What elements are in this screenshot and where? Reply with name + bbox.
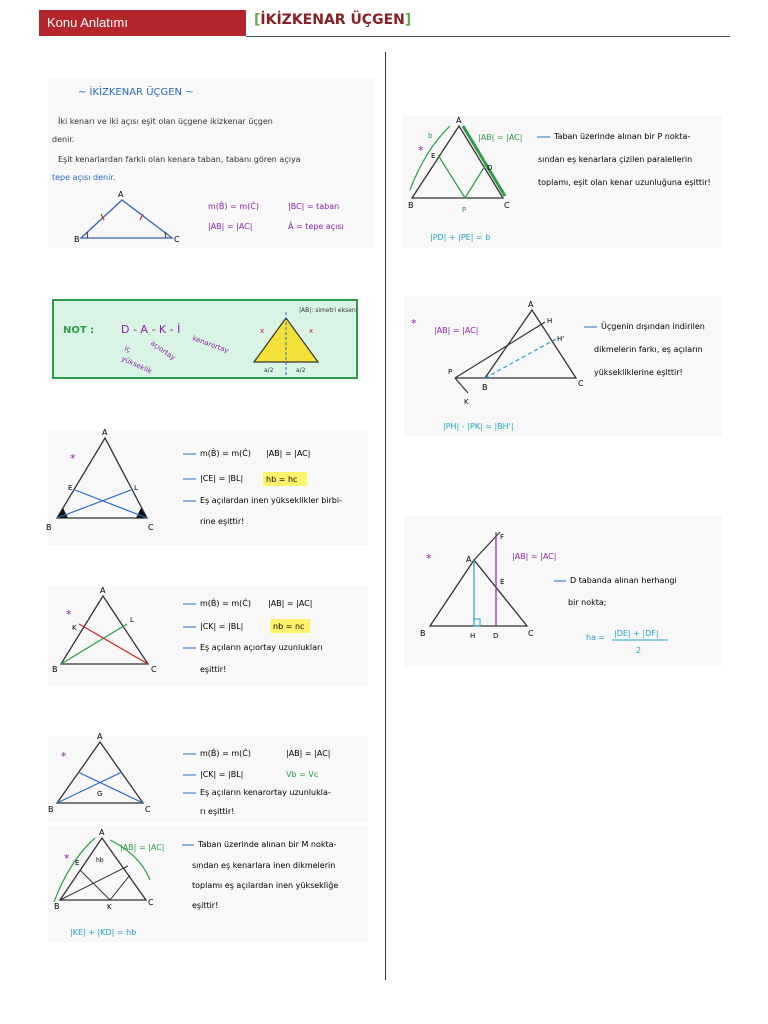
point-d-formula-num: |DE| + |DF| xyxy=(614,629,659,638)
label-hb: hb xyxy=(96,857,104,864)
heights-f1: m(B̂) = m(Ĉ) xyxy=(200,449,251,458)
vertex-label-e: E xyxy=(500,578,505,586)
vertex-label-k: K xyxy=(464,398,469,406)
note-half-left: a/2 xyxy=(264,367,274,374)
vertex-label-a: A xyxy=(528,300,534,309)
vertex-label-b: B xyxy=(482,383,488,392)
note-word-yukseklik: yükseklik xyxy=(120,354,154,376)
note-word-ic: iç xyxy=(123,344,132,354)
vertex-label-h-prime: H' xyxy=(557,335,565,343)
vertex-label-a: A xyxy=(118,190,124,199)
title-bracket-close: ] xyxy=(404,12,412,28)
note-half-right: a/2 xyxy=(296,367,306,374)
vertex-label-l: L xyxy=(130,616,134,624)
outside-formula: |PH| - |PK| = |BH'| xyxy=(443,422,514,431)
label-b-side: b xyxy=(428,132,433,140)
note-word-aciortay: açıortay xyxy=(148,339,177,362)
vertex-label-b: B xyxy=(54,902,60,911)
vertex-label-c: C xyxy=(148,898,154,907)
medians-text2: rı eşittir! xyxy=(200,807,235,816)
point-p-text2: sından eş kenarlara çizilen paralellerin xyxy=(538,155,693,164)
vertex-label-h: H xyxy=(470,632,476,640)
star-mark: * xyxy=(64,852,70,865)
vertex-label-l: L xyxy=(134,484,138,492)
bisectors-f3: |CK| = |BL| xyxy=(200,622,244,631)
vertex-label-k: K xyxy=(72,624,77,632)
vertex-label-c: C xyxy=(504,201,510,210)
vertex-label-b: B xyxy=(420,629,426,638)
medians-f3: |CK| = |BL| xyxy=(200,770,244,779)
heights-text1: Eş açılardan inen yükseklikler birbi- xyxy=(200,496,342,505)
point-d-f1: |AB| = |AC| xyxy=(512,552,557,561)
bisectors-f4: nb = nc xyxy=(273,622,305,631)
vertex-label-e: E xyxy=(68,484,73,492)
outside-text1: Üçgenin dışından indirilen xyxy=(601,322,705,331)
outside-text3: yüksekliklerine eşittir! xyxy=(594,368,683,377)
vertex-label-a: A xyxy=(100,586,106,595)
vertex-label-c: C xyxy=(174,235,180,244)
note-word-kenarortay: kenarortay xyxy=(191,334,230,355)
point-m-text1: Taban üzerinde alınan bir M nokta- xyxy=(198,840,337,849)
page-title-text: İKİZKENAR ÜÇGEN xyxy=(260,12,405,28)
medians-f2: |AB| = |AC| xyxy=(286,749,331,758)
vertex-label-b: B xyxy=(408,201,414,210)
vertex-label-g: G xyxy=(97,790,103,798)
right-angle xyxy=(474,619,480,626)
point-m-f1: |AB| = |AC| xyxy=(120,843,165,852)
vertex-label-c: C xyxy=(151,665,157,674)
intro-line1: İki kenarı ve iki açısı eşit olan üçgene ikizkenar üçgen xyxy=(58,117,273,126)
vertex-label-b: B xyxy=(48,805,54,814)
point-d-text1: D tabanda alınan herhangi xyxy=(570,576,677,585)
point-p-f1: |AB| = |AC| xyxy=(478,133,523,142)
vertex-label-k: K xyxy=(107,903,112,911)
point-d-formula-lhs: ha = xyxy=(586,633,606,642)
point-d-triangle xyxy=(430,560,527,626)
vertex-label-d: D xyxy=(487,164,493,172)
medians-text1: Eş açıların kenarortay uzunlukla- xyxy=(200,788,331,797)
vertex-label-d: D xyxy=(493,632,499,640)
point-m-text3: toplamı eş açılardan inen yüksekliğe xyxy=(192,881,339,890)
vertex-label-c: C xyxy=(148,523,154,532)
intro-fact2: |BC| = taban xyxy=(288,202,340,211)
note-x-right: x xyxy=(309,327,314,335)
intro-line2: denir. xyxy=(52,135,75,144)
vertex-label-a: A xyxy=(456,116,462,125)
intro-line4: tepe açısı denir. xyxy=(52,173,116,182)
vertex-label-b: B xyxy=(74,235,80,244)
note-daki: D - A - K - İ xyxy=(121,323,181,336)
vertex-label-c: C xyxy=(578,379,584,388)
point-m-text4: eşittir! xyxy=(192,901,219,910)
vertex-label-a: A xyxy=(102,428,108,437)
point-p-text3: toplamı, eşit olan kenar uzunluğuna eşittir! xyxy=(538,178,711,187)
heights-f2: |AB| = |AC| xyxy=(266,449,311,458)
vertex-label-a: A xyxy=(466,555,472,564)
vertex-label-a: A xyxy=(97,732,103,741)
medians-f4: Vb = Vc xyxy=(286,770,319,779)
vertex-label-e: E xyxy=(75,859,80,867)
vertex-label-p: P xyxy=(462,206,467,214)
vertex-label-b: B xyxy=(52,665,58,674)
point-p-formula: |PD| + |PE| = b xyxy=(430,233,491,242)
intro-fact1: m(B̂) = m(Ĉ) xyxy=(208,202,259,211)
title-bracket-open: [ xyxy=(254,12,261,28)
star-mark: * xyxy=(418,144,424,157)
note-x-left: x xyxy=(260,327,265,335)
heights-text2: rine eşittir! xyxy=(200,517,245,526)
star-mark: * xyxy=(66,608,72,621)
point-d-formula-den: 2 xyxy=(636,646,642,655)
heights-f4: hb = hc xyxy=(266,475,298,484)
vertex-label-a: A xyxy=(99,828,105,837)
vertex-label-f: F xyxy=(500,533,505,541)
vertex-label-c: C xyxy=(528,629,534,638)
outside-text2: dikmelerin farkı, eş açıların xyxy=(594,345,703,354)
intro-heading: ~ İKİZKENAR ÜÇGEN ~ xyxy=(78,87,194,98)
heights-f3: |CE| = |BL| xyxy=(200,474,244,483)
vertex-label-h: H xyxy=(547,317,553,325)
note-label: NOT : xyxy=(63,325,95,336)
outside-f1: |AB| = |AC| xyxy=(434,326,479,335)
bisectors-f2: |AB| = |AC| xyxy=(268,599,313,608)
bisectors-text2: eşittir! xyxy=(200,665,227,674)
bisectors-text1: Eş açıların açıortay uzunlukları xyxy=(200,643,323,652)
star-mark: * xyxy=(70,452,76,465)
point-m-text2: sından eş kenarlara inen dikmelerin xyxy=(192,861,336,870)
intro-fact4: Â = tepe açısı xyxy=(288,222,344,231)
note-symmetry-text: |AB|: simetri ekseni xyxy=(299,307,358,314)
point-m-formula: |KE| + |KD| = hb xyxy=(70,928,137,937)
star-mark: * xyxy=(426,552,432,565)
vertex-label-p: P xyxy=(448,368,453,376)
bisectors-f1: m(B̂) = m(Ĉ) xyxy=(200,599,251,608)
point-d-text2: bir nokta; xyxy=(568,598,607,607)
star-mark: * xyxy=(411,317,417,330)
point-p-text1: Taban üzerinde alınan bir P nokta- xyxy=(554,132,691,141)
intro-line3: Eşit kenarlardan farklı olan kenara taban, tabanı gören açıya xyxy=(58,155,301,164)
intro-fact3: |AB| = |AC| xyxy=(208,222,253,231)
vertex-label-e: E xyxy=(431,152,436,160)
medians-f1: m(B̂) = m(Ĉ) xyxy=(200,749,251,758)
section-tab: Konu Anlatımı xyxy=(39,10,246,36)
vertex-label-b: B xyxy=(46,523,52,532)
vertex-label-c: C xyxy=(145,805,151,814)
star-mark: * xyxy=(61,750,67,763)
